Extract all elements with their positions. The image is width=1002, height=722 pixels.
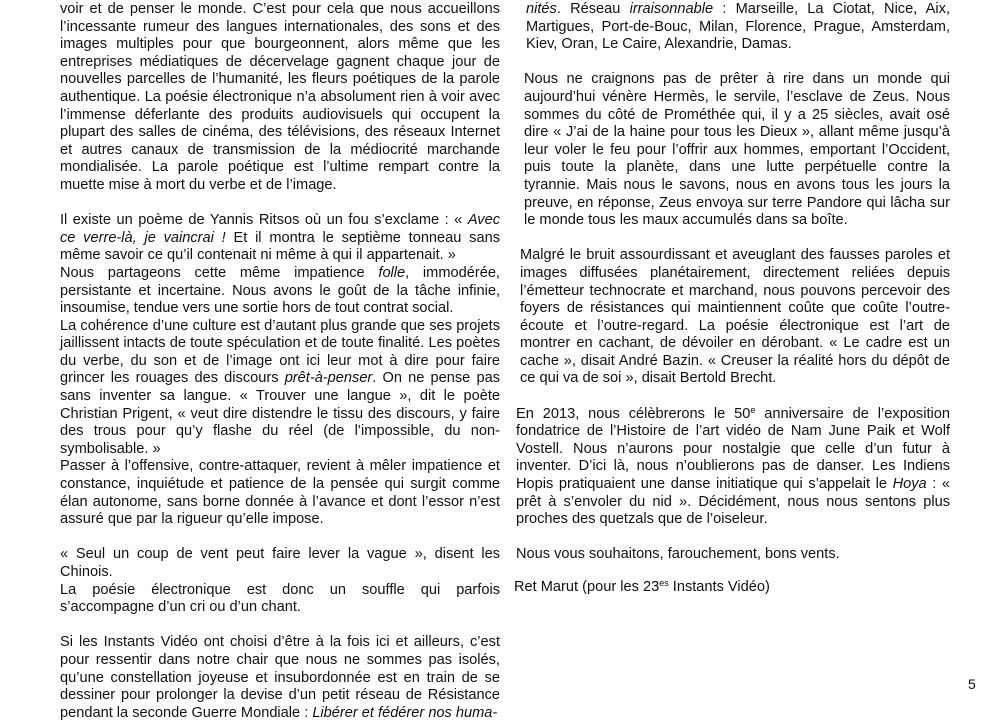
paragraph: En 2013, nous célèbrerons le 50e anniversaire de l’exposition fondatrice de l’Histoire de l’art vidéo de Nam June Paik et Wolf Vostell. Nous n’aurons pour nostalgie que celle d’un futur à inventer. D’ici là, nous n’oublierons pas de danser. Les Indiens Hopis pratiquaient une danse initiatique qui s’appelait le Hoya : « prêt à s’envoler du nid ». Décidément, nous nous sentons plus proches des quetzals que de l’oiseleur. (516, 404, 951, 528)
paragraph: Passer à l’offensive, contre-attaquer, revient à mêler impatience et constance, inquiétude et patience de la pensée qui surgit comme élan autonome, sans borne donnée à l’avance et dont l’essor n’est assuré que par la rigueur qu’elle impose. (60, 458, 500, 528)
paragraph: Malgré le bruit assourdissant et aveuglant des fausses paroles et images diffusées planétairement, directement reliées depuis l’émetteur technocrate et marchand, nous pouvons percevoir des foyers de résistances qui maintiennent coûte que coûte l’outre-écoute et l’outre-regard. La poésie électronique est l’art de montrer en cachant, de dévoiler en dérobant. « Le cadre est un cache », disait André Bazin. « Creuser la réalité hors du dépôt de ce qui va de soi », disait Bertold Brecht. (520, 247, 950, 387)
paragraph: La poésie électronique est donc un souffle qui parfois s’accompagne d’un cri ou d’un chant. (60, 581, 500, 616)
paragraph: nités. Réseau irraisonnable : Marseille, La Ciotat, Nice, Aix, Martigues, Port-de-Bouc, Milan, Florence, Prague, Amsterdam, Kiev, Oran, Le Caire, Alexandrie, Damas. (526, 1, 950, 53)
closing-line: Nous vous souhaitons, farouchement, bons vents. (516, 546, 840, 563)
quote-paragraph: « Seul un coup de vent peut faire lever la vague », disent les Chinois. (60, 546, 500, 580)
left-column (60, 1, 500, 722)
paragraph: La cohérence d’une culture est d’autant plus grande que ses projets jaillissent intacts de toute spéculation et de toute finalité. Les poètes du verbe, du son et de l’image ont ici leur mot à dire pour faire grincer les rouages des discours prêt-à-penser. On ne pense pas sans inventer sa langue. « Trouver une langue », dit le poète Christian Prigent, « veut dire distendre le tissu des discours, y faire des trous pour qu’y flashe du réel (de l’impossible, du non-symbolisable. » (60, 317, 500, 457)
paragraph: Si les Instants Vidéo ont choisi d’être à la fois ici et ailleurs, c’est pour ressentir dans notre chair que nous ne sommes pas isolés, qu’une constellation joyeuse et insubordonnée est en train de se dessiner pour prolonger la devise d’un petit réseau de Résistance pendant la seconde Guerre Mondiale : Libérer et fédérer nos huma- (60, 634, 500, 721)
paragraph: voir et de penser le monde. C’est pour cela que nous accueillons l’incessante rumeur des langues internationales, des sons et des images multiples pour que bourgeonnent, alors même que les entreprises médiatiques de décervelage gagnent chaque jour de nouvelles parcelles de l’humanité, les fleurs poétiques de la parole authentique. La poésie électronique n’a absolument rien à voir avec l’immense déferlante des produits audiovisuels qui occupent la plupart des salles de cinéma, des télévisions, des réseaux Internet et autres canaux de transmission de la médiocrité marchande mondialisée. La parole poétique est l’ultime rempart contre la muette mise à mort du verbe et de l’image. (60, 1, 500, 193)
paragraph: Nous partageons cette même impatience folle, immodérée, persistante et incertaine. Nous avons le goût de la tâche infinie, insoumise, tendue vers une sortie hors de tout contrat social. (60, 264, 500, 317)
paragraph: Il existe un poème de Yannis Ritsos où un fou s’exclame : « Avec ce verre-là, je vaincrai ! Et il montra le septième tonneau sans même savoir ce qu’il contenait ni même à qui il appartenait. » (60, 212, 500, 264)
right-column (514, 1, 951, 597)
page-number: 5 (968, 676, 976, 692)
signature: Ret Marut (pour les $23^{es}$ Instants Vidéo) (514, 578, 770, 595)
paragraph: Nous ne craignons pas de prêter à rire dans un monde qui aujourd’hui vénère Hermès, le servile, l’esclave de Zeus. Nous sommes du côté de Prométhée qui, il y a 25 siècles, avait osé dire « J’ai de la haine pour tous les Dieux », allant même jusqu’à leur voler le feu pour l’offrir aux hommes, emportant l’Occident, puis toute la planète, dans une lutte perpétuelle contre la tyrannie. Mais nous le savons, nous en avons tous les jours la preuve, en réponse, Zeus envoya sur terre Pandore qui lâcha sur le monde tous les maux accumulés dans sa boîte. (524, 71, 950, 229)
